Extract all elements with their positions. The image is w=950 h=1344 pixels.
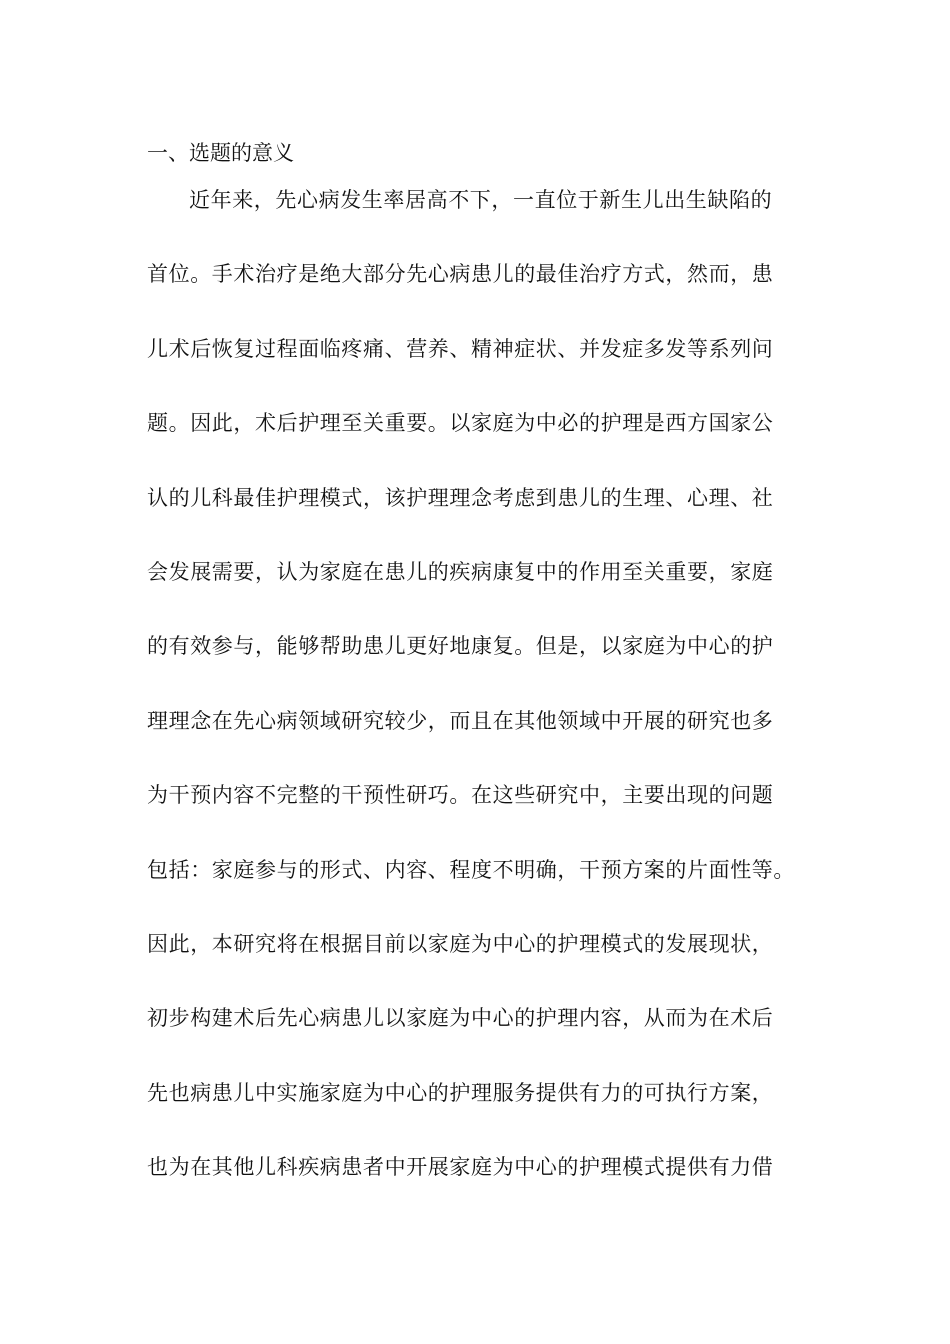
paragraph-line: 儿术后恢复过程面临疼痛、营养、精神症状、并发症多发等系列问 [147, 336, 774, 361]
paragraph-line: 包括：家庭参与的形式、内容、程度不明确，干预方案的片面性等。 [147, 857, 795, 882]
section-heading: 一、选题的意义 [147, 141, 294, 165]
paragraph-line: 的有效参与，能够帮助患儿更好地康复。但是，以家庭为中心的护 [147, 634, 774, 659]
paragraph-line: 初步构建术后先心病患儿以家庭为中心的护理内容，从而为在术后 [147, 1006, 774, 1031]
paragraph-line: 首位。手术治疗是绝大部分先心病患儿的最佳治疗方式，然而，患 [147, 262, 774, 287]
paragraph-line: 因此，本研究将在根据目前以家庭为中心的护理模式的发展现状， [147, 931, 774, 956]
paragraph-line: 题。因此，术后护理至关重要。以家庭为中必的护理是西方国家公 [147, 411, 774, 436]
paragraph-line: 会发展需要，认为家庭在患儿的疾病康复中的作用至关重要，家庭 [147, 559, 774, 584]
paragraph-line: 为干预内容不完整的干预性研巧。在这些研究中，主要出现的问题 [147, 783, 774, 808]
body-paragraph [147, 180, 807, 1221]
paragraph-line: 也为在其他儿科疾病患者中开展家庭为中心的护理模式提供有力借 [147, 1155, 774, 1180]
paragraph-line: 近年来，先心病发生率居高不下，一直位于新生儿出生缺陷的 [189, 188, 773, 212]
paragraph-line: 先也病患儿中实施家庭为中心的护理服务提供有力的可执行方案， [147, 1080, 774, 1105]
paragraph-line: 认的儿科最佳护理模式，该护理理念考虑到患儿的生理、心理、社 [147, 485, 774, 510]
paragraph-line: 理理念在先心病领域研究较少，而且在其他领域中开展的研究也多 [147, 708, 774, 733]
